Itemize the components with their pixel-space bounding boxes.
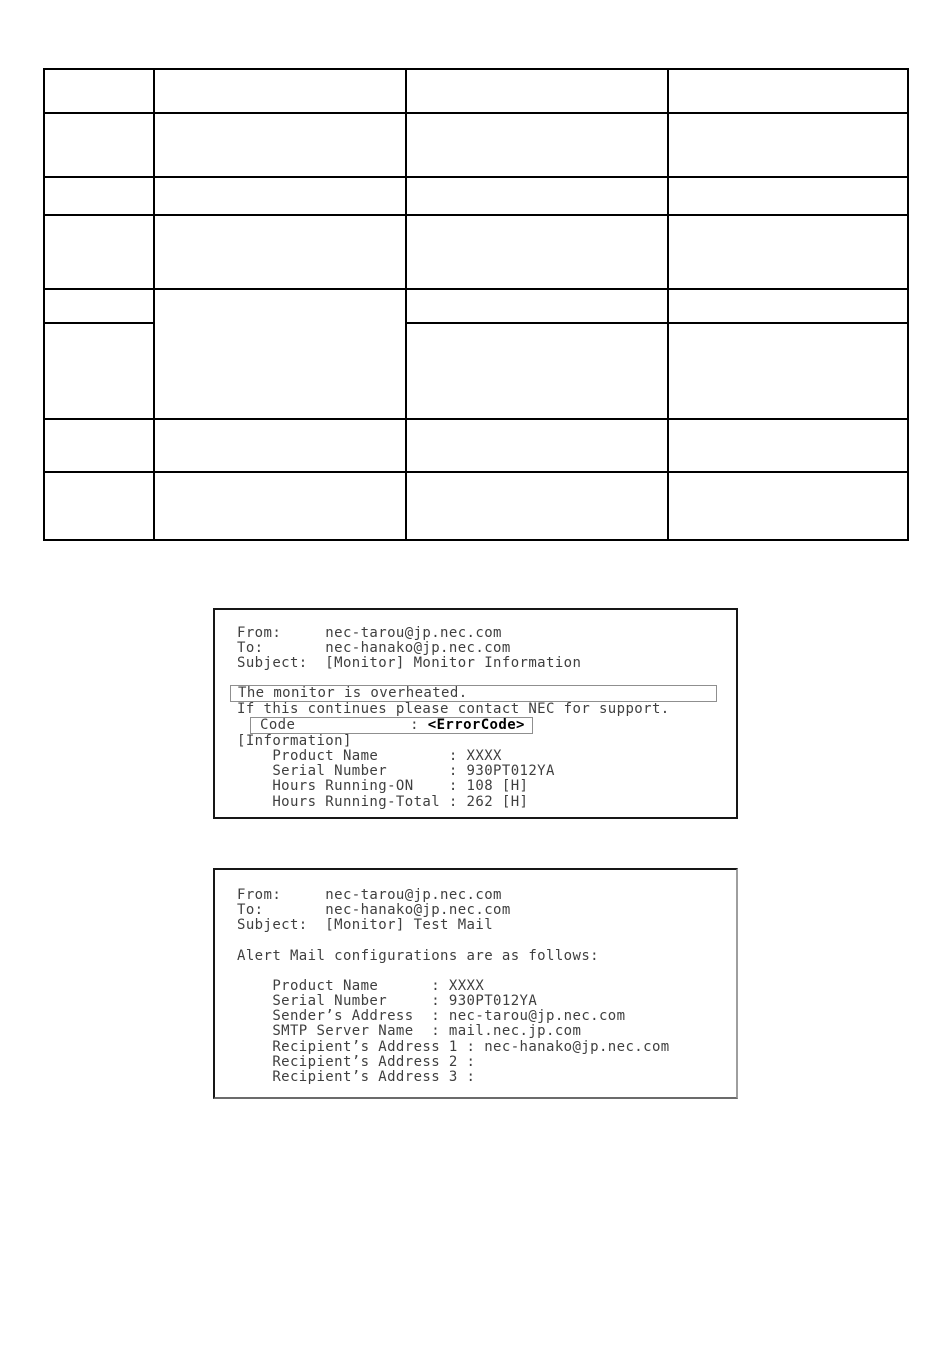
table-cell: [668, 289, 908, 323]
table-cell: [668, 69, 908, 113]
table-row: [44, 289, 908, 323]
table-cell: [406, 215, 668, 289]
config-line-senders-address: Sender’s Address : nec-tarou@jp.nec.com: [237, 1008, 626, 1025]
info-line-hours-running-on: Hours Running-ON : 108 [H]: [237, 778, 529, 795]
table-cell: [154, 215, 406, 289]
config-line-recipients-address-1: Recipient’s Address 1 : nec-hanako@jp.nec.com: [237, 1038, 670, 1055]
error-code-box: [250, 717, 533, 734]
table-cell: [406, 419, 668, 472]
table-cell: [406, 177, 668, 215]
info-line-product-name: Product Name : XXXX: [237, 748, 502, 765]
table-cell: [44, 472, 154, 540]
table-cell: [406, 472, 668, 540]
alert-message-text: The monitor is overheated.: [238, 684, 468, 701]
alert-message-box: [230, 685, 717, 702]
table-row: [44, 215, 908, 289]
blank-line: [237, 934, 728, 949]
from-line: From: nec-tarou@jp.nec.com: [237, 625, 502, 641]
table-cell-merged: [154, 289, 406, 419]
table-cell: [44, 289, 154, 323]
config-line-product-name: Product Name : XXXX: [237, 977, 485, 994]
table-row: [44, 113, 908, 177]
table-cell: [406, 289, 668, 323]
error-code-value: <ErrorCode>: [427, 716, 525, 733]
table-cell: [44, 215, 154, 289]
table-cell: [44, 177, 154, 215]
table-cell: [406, 113, 668, 177]
table-cell: [406, 69, 668, 113]
config-line-serial-number: Serial Number : 930PT012YA: [237, 993, 538, 1010]
to-line: To: nec-hanako@jp.nec.com: [237, 640, 511, 657]
info-line-serial-number: Serial Number : 930PT012YA: [237, 763, 555, 780]
intro-line: Alert Mail configurations are as follows:: [237, 947, 599, 964]
blank-line: [237, 964, 728, 979]
table-cell: [668, 113, 908, 177]
table-cell: [668, 419, 908, 472]
table-cell: [668, 177, 908, 215]
alert-mail-example-box: [213, 608, 738, 819]
table-cell: [44, 323, 154, 419]
spec-table: [43, 68, 909, 541]
table-cell: [406, 323, 668, 419]
support-line: If this continues please contact NEC for support.: [237, 700, 670, 717]
table-row: [44, 69, 908, 113]
table-cell: [44, 419, 154, 472]
table-row: [44, 419, 908, 472]
code-label: Code :: [260, 716, 428, 733]
table-cell: [668, 323, 908, 419]
config-line-smtp-server-name: SMTP Server Name : mail.nec.jp.com: [237, 1023, 582, 1040]
table-cell: [154, 113, 406, 177]
table-cell: [154, 177, 406, 215]
test-mail-example-box: [213, 868, 738, 1099]
table-cell: [668, 472, 908, 540]
table-row: [44, 177, 908, 215]
config-line-recipients-address-3: Recipient’s Address 3 :: [237, 1069, 476, 1086]
table-cell: [668, 215, 908, 289]
info-line-hours-running-total: Hours Running-Total : 262 [H]: [237, 793, 529, 810]
from-line: From: nec-tarou@jp.nec.com: [237, 887, 502, 903]
table-cell: [154, 69, 406, 113]
table-cell: [44, 69, 154, 113]
config-line-recipients-address-2: Recipient’s Address 2 :: [237, 1053, 476, 1070]
to-line: To: nec-hanako@jp.nec.com: [237, 902, 511, 919]
table-cell: [44, 113, 154, 177]
subject-line: Subject: [Monitor] Monitor Information: [237, 655, 582, 672]
subject-line: Subject: [Monitor] Test Mail: [237, 917, 494, 934]
information-header: [Information]: [237, 732, 352, 749]
table-cell: [154, 472, 406, 540]
table-cell: [154, 419, 406, 472]
table-row: [44, 472, 908, 540]
